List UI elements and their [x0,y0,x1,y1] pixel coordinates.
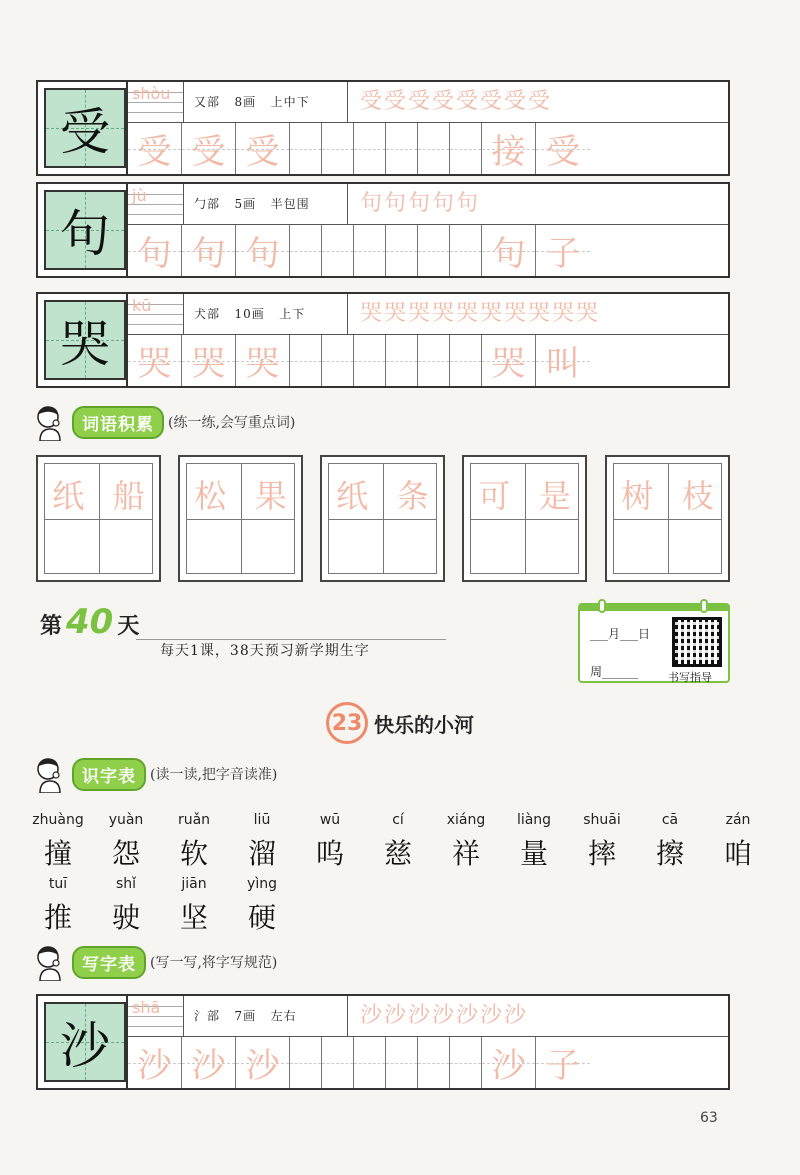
writing-cell[interactable] [236,335,290,386]
stroke-order: 受受受受受受受受 [360,89,553,114]
writing-cell[interactable] [128,225,182,276]
read-char [500,812,568,872]
trace-character: 句 [245,234,280,274]
read-char [228,876,296,936]
trace-character [386,225,417,276]
trace-character: 哭 [137,344,172,384]
writing-cell[interactable] [322,123,354,174]
trace-character [450,1037,481,1088]
writing-cell[interactable] [482,225,536,276]
writing-cell[interactable] [128,335,182,386]
read-hanzi: 咱 [723,837,752,870]
read-char [92,876,160,936]
writing-cell[interactable] [386,123,418,174]
model-character-box [44,88,126,168]
writing-cell[interactable] [354,123,386,174]
writing-cell[interactable] [322,1037,354,1088]
word-box[interactable] [320,455,445,582]
section-tag: 词语积累 [72,406,164,439]
writing-cell[interactable] [482,123,536,174]
word-char: 可 [478,476,511,515]
trace-character [386,335,417,386]
lesson-name: 快乐的小河 [374,712,474,737]
read-hanzi: 溜 [247,837,276,870]
word-char: 纸 [52,476,85,515]
date-field[interactable]: ___月___日 [590,627,651,641]
day-number: 40 [66,602,114,642]
radical: 犬部 [194,307,221,321]
trace-character [386,1037,417,1088]
read-chars-row-1 [24,812,772,872]
trace-character: 沙 [191,1046,226,1086]
read-hanzi: 撞 [43,837,72,870]
radical: 氵部 [194,1009,221,1023]
read-chars-row-2 [24,876,296,936]
read-hanzi: 祥 [451,837,480,870]
trace-character: 受 [245,132,280,172]
trace-character [450,123,481,174]
trace-character: 受 [191,132,226,172]
read-hanzi: 驶 [111,901,140,934]
trace-character [418,335,449,386]
trace-character: 哭 [191,344,226,384]
read-pinyin: wū [319,812,341,828]
read-char [24,876,92,936]
trace-character [418,225,449,276]
calendar-ring-icon [598,599,606,613]
trace-character [418,123,449,174]
radical: 又部 [194,95,221,109]
trace-character [418,1037,449,1088]
word-box[interactable] [36,455,161,582]
trace-character: 句 [491,234,526,274]
trace-character: 沙 [491,1046,526,1086]
section-tag: 识字表 [72,758,146,791]
character-info [184,82,348,122]
read-char [704,812,772,872]
week-field[interactable]: 周______ [590,665,639,679]
trace-character [450,335,481,386]
section-tag: 写字表 [72,946,146,979]
word-char: 枝 [681,476,714,515]
trace-character [450,225,481,276]
section-write-chars [34,942,277,982]
writing-cell[interactable] [418,1037,450,1088]
writing-cell[interactable] [482,1037,536,1088]
trace-character [322,123,353,174]
trace-character: 子 [546,234,580,274]
calendar-ring-icon [700,599,708,613]
word-char: 纸 [336,476,369,515]
section-word-accumulation [34,402,295,442]
writing-cell[interactable] [236,123,290,174]
lesson-number-badge: 23 [326,702,368,744]
trace-character [322,1037,353,1088]
word-char: 果 [254,476,287,515]
writing-cell[interactable] [290,123,322,174]
read-char [568,812,636,872]
pinyin-box [128,82,184,122]
writing-cell[interactable] [354,1037,386,1088]
trace-character [290,123,321,174]
trace-character: 句 [191,234,226,274]
trace-character: 受 [546,132,580,172]
practice-row-sha [36,994,730,1090]
read-pinyin: zán [725,812,751,828]
word-char: 树 [621,476,654,515]
writing-cell[interactable] [386,1037,418,1088]
structure: 上下 [279,307,306,321]
read-pinyin: cā [661,812,679,828]
stroke-order: 哭哭哭哭哭哭哭哭哭哭 [360,301,601,326]
character-info [184,184,348,224]
writing-cell[interactable] [182,123,236,174]
model-character-box [44,1002,126,1082]
writing-cell[interactable] [450,335,482,386]
read-pinyin: yìng [247,876,277,892]
thinking-boy-icon [34,943,70,981]
read-pinyin: shǐ [115,876,137,892]
writing-cell[interactable] [482,335,536,386]
day-header: 第 40 天 [40,602,140,642]
read-char [432,812,500,872]
model-character-box [44,190,126,270]
word-char: 船 [112,476,145,515]
structure: 上中下 [270,95,310,109]
read-hanzi: 怨 [111,837,140,870]
radical: 勹部 [194,197,221,211]
read-hanzi: 摔 [587,837,616,870]
read-char [296,812,364,872]
trace-character [354,1037,385,1088]
writing-cell[interactable] [182,225,236,276]
read-pinyin: xiáng [446,812,486,828]
read-char [636,812,704,872]
read-char [160,812,228,872]
character-info [184,996,348,1036]
word-box[interactable] [462,455,587,582]
trace-character [290,1037,321,1088]
stroke-count: 5画 [234,197,257,211]
writing-cell[interactable] [418,225,450,276]
model-character: 沙 [60,1017,110,1075]
lesson-title [0,702,800,744]
writing-cell[interactable] [354,225,386,276]
stroke-count: 7画 [234,1009,257,1023]
pinyin-text: kū [132,296,152,315]
trace-character [322,225,353,276]
read-char [228,812,296,872]
pinyin-box [128,294,184,334]
stroke-count: 10画 [234,307,265,321]
pinyin-text: shòu [132,84,171,103]
calendar-card [578,603,730,683]
pinyin-box [128,996,184,1036]
writing-cell[interactable] [290,1037,322,1088]
read-hanzi: 擦 [655,837,684,870]
character-info [184,294,348,334]
read-pinyin: jiān [181,876,207,892]
writing-cell[interactable] [236,1037,290,1088]
read-pinyin: ruǎn [177,812,211,828]
read-hanzi: 呜 [315,837,344,870]
writing-cell[interactable] [128,123,182,174]
word-box[interactable] [178,455,303,582]
read-hanzi: 慈 [383,837,412,870]
model-character: 哭 [60,315,110,373]
read-hanzi: 硬 [247,901,276,934]
model-character: 受 [60,103,110,161]
word-char: 是 [538,476,571,515]
day-subtitle: 每天1课，38天预习新学期生字 [160,643,370,659]
section-note: (练一练,会写重点词) [168,415,296,431]
qr-label: 书写指导 [668,671,712,684]
read-char [364,812,432,872]
writing-cell[interactable] [354,335,386,386]
trace-character: 受 [137,132,172,172]
practice-row-shou [36,80,730,176]
writing-cell[interactable] [450,1037,482,1088]
read-char [160,876,228,936]
writing-cell[interactable] [236,225,290,276]
writing-cell[interactable] [182,335,236,386]
stroke-order: 沙沙沙沙沙沙沙 [360,1003,529,1028]
structure: 半包围 [270,197,310,211]
word-char: 松 [194,476,227,515]
writing-cell[interactable] [386,225,418,276]
trace-character [290,225,321,276]
writing-cell[interactable] [386,335,418,386]
read-hanzi: 软 [179,837,208,870]
section-note: (读一读,把字音读准) [150,767,278,783]
writing-cell[interactable] [418,335,450,386]
model-character-box [44,300,126,380]
trace-character: 子 [546,1046,580,1086]
trace-character [386,123,417,174]
read-char [92,812,160,872]
trace-character: 接 [491,132,526,172]
read-pinyin: zhuàng [32,812,84,828]
read-hanzi: 量 [519,837,548,870]
read-pinyin: yuàn [108,812,144,828]
word-char: 条 [396,476,429,515]
writing-cell[interactable] [536,123,590,174]
thinking-boy-icon [34,403,70,441]
read-pinyin: cí [392,812,404,828]
read-hanzi: 推 [43,901,72,934]
trace-character [322,335,353,386]
trace-character [354,225,385,276]
trace-character: 沙 [245,1046,280,1086]
trace-character: 哭 [245,344,280,384]
writing-cell[interactable] [290,335,322,386]
writing-cell[interactable] [450,225,482,276]
read-pinyin: shuāi [583,812,621,828]
read-pinyin: liū [253,812,271,828]
writing-cell[interactable] [182,1037,236,1088]
section-note: (写一写,将字写规范) [150,955,278,971]
stroke-order: 句句句句句 [360,191,481,216]
practice-row-ku [36,292,730,388]
trace-character: 叫 [546,344,580,384]
pinyin-box [128,184,184,224]
trace-character: 句 [137,234,172,274]
thinking-boy-icon [34,755,70,793]
writing-cell[interactable] [536,1037,590,1088]
model-character: 句 [60,205,110,263]
pinyin-text: jù [132,186,147,205]
read-hanzi: 坚 [179,901,208,934]
stroke-count: 8画 [234,95,257,109]
writing-cell[interactable] [536,335,590,386]
word-box[interactable] [605,455,730,582]
read-pinyin: tuī [48,876,68,892]
writing-cell[interactable] [450,123,482,174]
writing-cell[interactable] [322,225,354,276]
writing-cell[interactable] [128,1037,182,1088]
writing-cell[interactable] [536,225,590,276]
structure: 左右 [270,1009,297,1023]
trace-character [354,335,385,386]
practice-row-ju [36,182,730,278]
section-read-chars [34,754,277,794]
writing-cell[interactable] [322,335,354,386]
page-number: 63 [700,1110,718,1126]
trace-character: 沙 [137,1046,172,1086]
writing-cell[interactable] [290,225,322,276]
pinyin-text: shā [132,998,161,1017]
read-char [24,812,92,872]
trace-character: 哭 [491,344,526,384]
qr-code-icon[interactable] [672,617,722,667]
read-pinyin: liàng [516,812,552,828]
trace-character [290,335,321,386]
writing-cell[interactable] [418,123,450,174]
trace-character [354,123,385,174]
